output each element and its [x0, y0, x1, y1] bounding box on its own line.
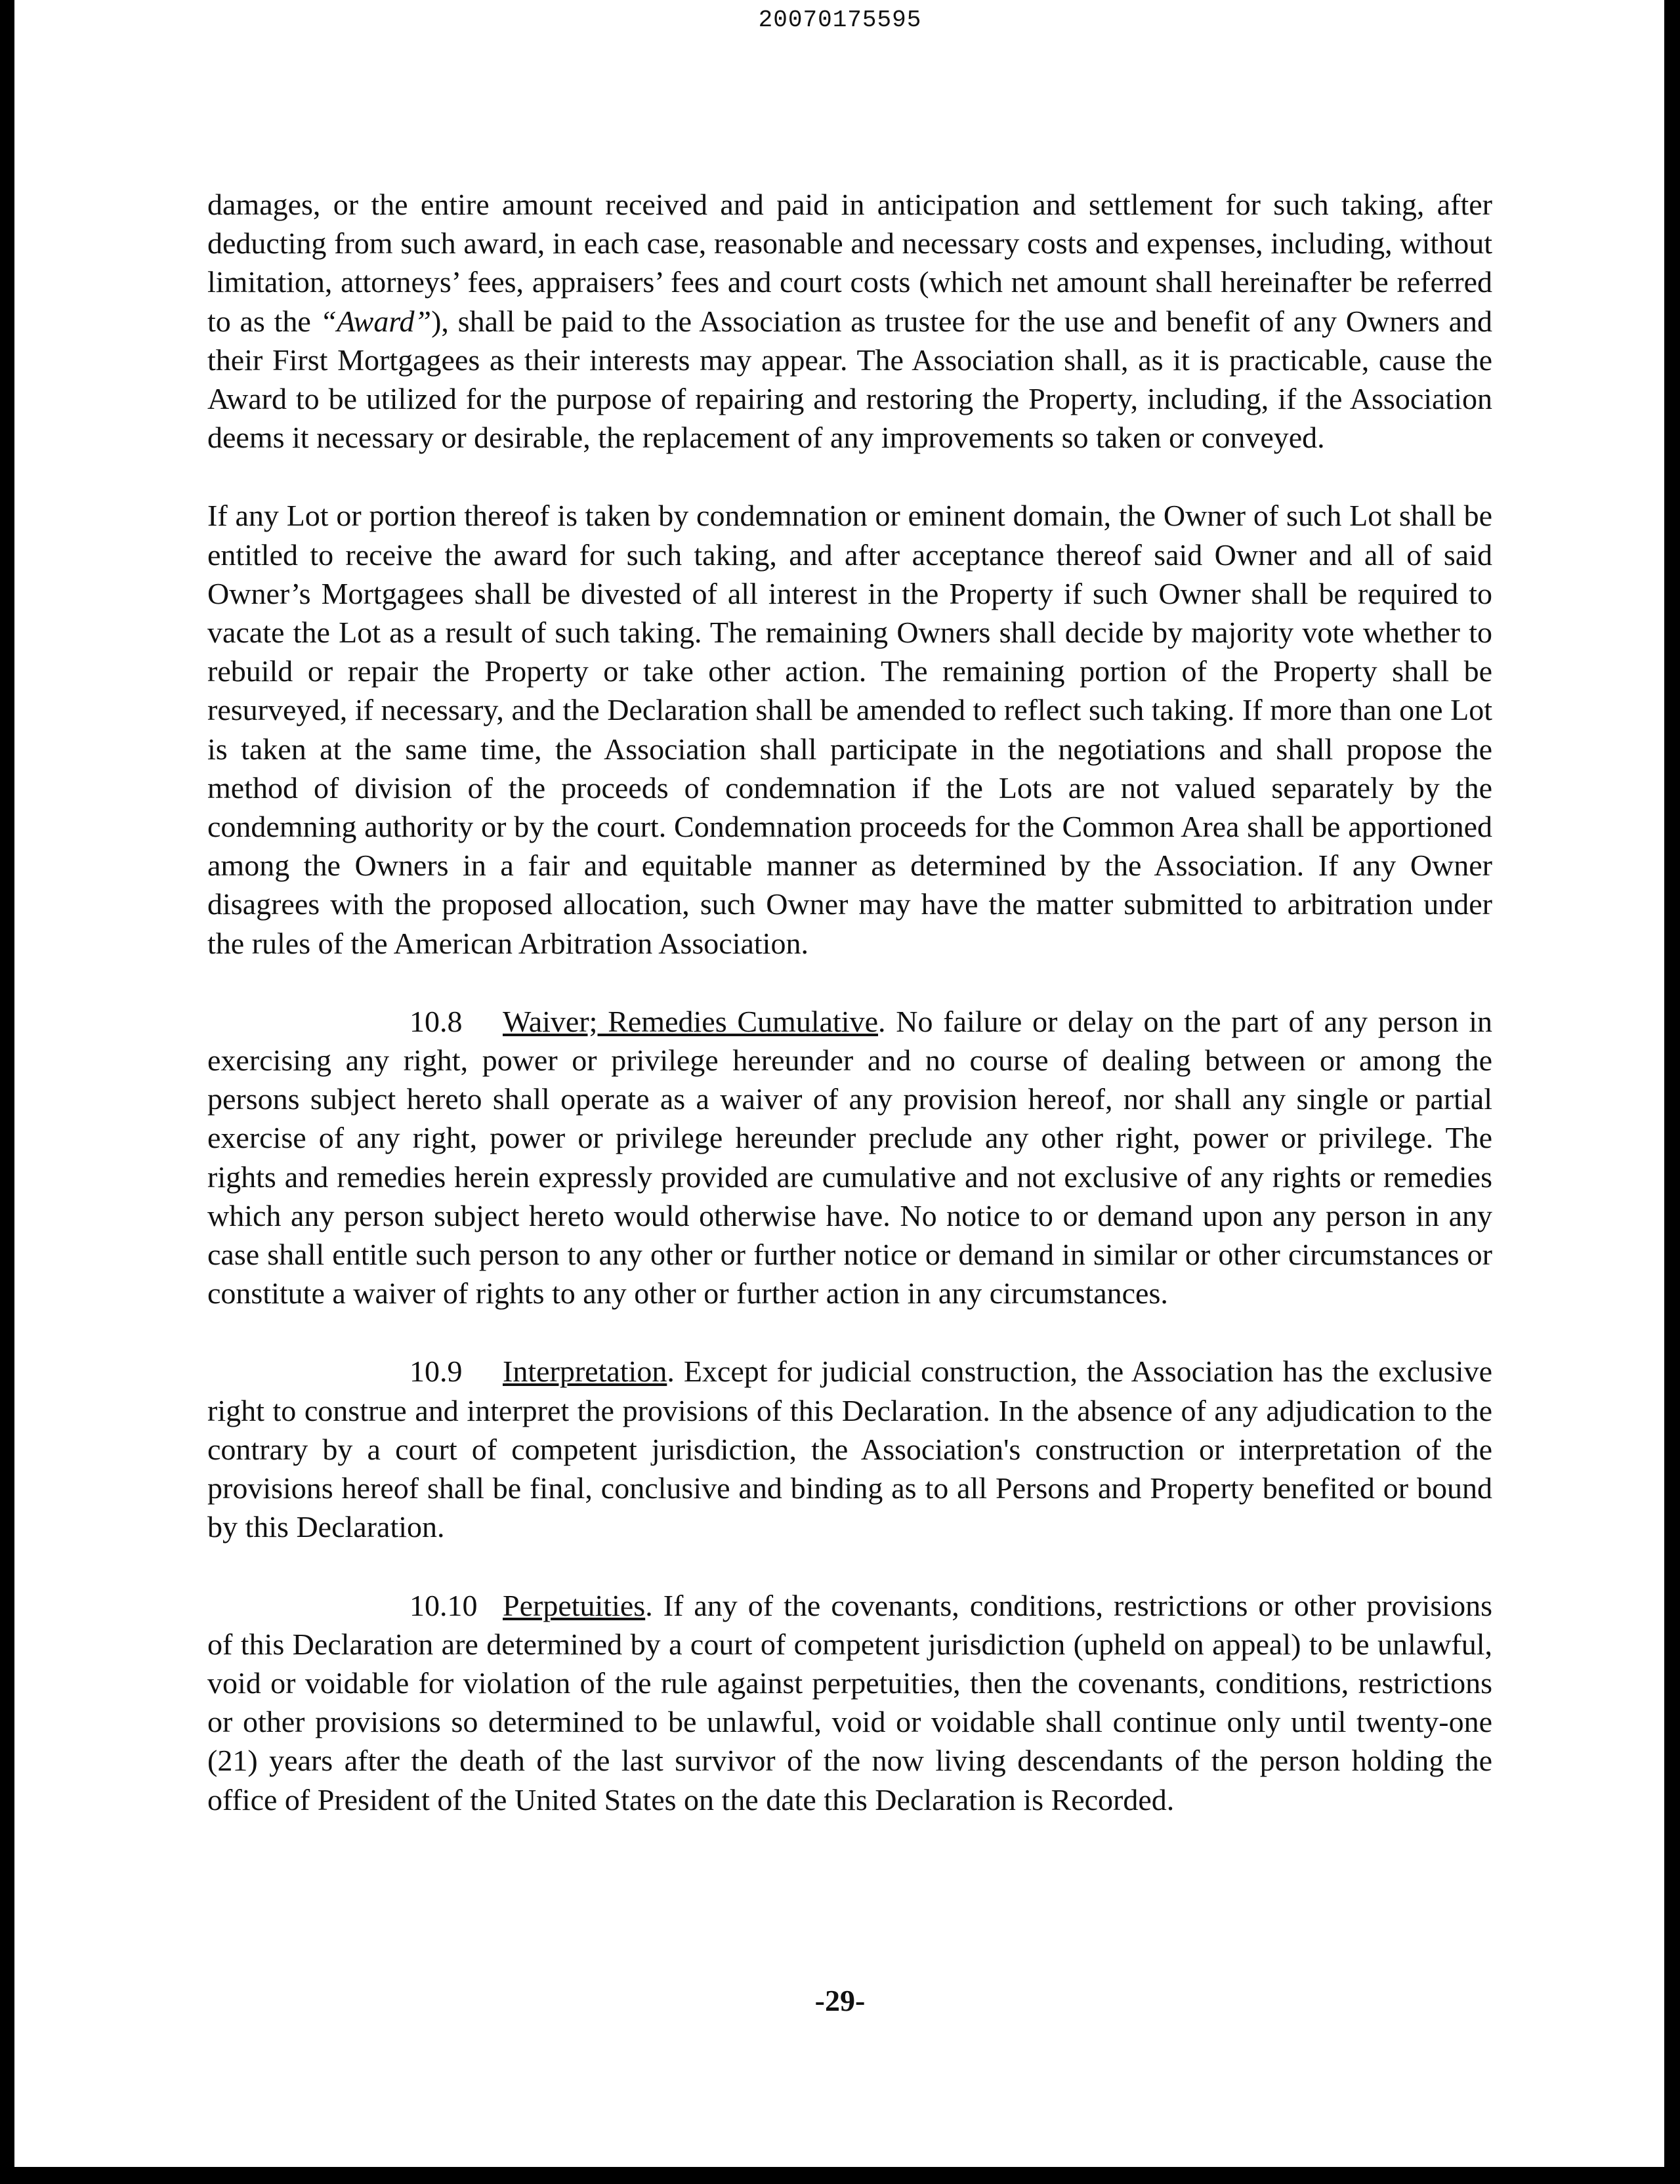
- scan-border-left: [0, 0, 14, 2184]
- section-number: 10.9: [410, 1354, 463, 1389]
- section-text: . Except for judicial construction, the Association has the exclusive right to construe and interpret the provisions of this Declaration. In the absence of any adjudication to the contrary by a court of competent jurisdiction, the Association's construction or interpretation of the provisions hereof shall be final, conclusive and binding as to all Persons and Property benefited or bound by this Declaration.: [207, 1354, 1492, 1544]
- section-text: . No failure or delay on the part of any person in exercising any right, power or privilege hereunder and no course of dealing between or among the persons subject hereto shall operate as a waiver of any provision hereof, nor shall any single or partial exercise of any right, power or privilege hereunder preclude any other right, power or privilege. The rights and remedies herein expressly provided are cumulative and not exclusive of any rights or remedies which any person subject hereto would otherwise have. No notice to or demand upon any person in any case shall entitle such person to any other or further notice or demand in similar or other circumstances or constitute a waiver of rights to any other or further action in any circumstances.: [207, 1004, 1492, 1311]
- section-heading: Waiver; Remedies Cumulative: [503, 1004, 879, 1038]
- section-10-8: [207, 1002, 1492, 1313]
- scan-border-right: [1664, 0, 1680, 2184]
- section-number: 10.10: [410, 1588, 478, 1622]
- document-number: 20070175595: [758, 7, 922, 33]
- section-number: 10.8: [410, 1004, 463, 1038]
- award-term: “Award”: [320, 304, 432, 338]
- section-10-10: [207, 1586, 1492, 1819]
- paragraph-lot-condemnation: If any Lot or portion thereof is taken by condemnation or eminent domain, the Owner of such Lot shall be entitled to receive the award for such taking, and after acceptance thereof said Owner and all of said Owner’s Mortgagees shall be divested of all interest in the Property if such Owner shall be required to vacate the Lot as a result of such taking. The remaining Owners shall decide by majority vote whether to rebuild or repair the Property or take other action. The remaining portion of the Property shall be resurveyed, if necessary, and the Declaration shall be amended to reflect such taking. If more than one Lot is taken at the same time, the Association shall participate in the negotiations and shall propose the method of division of the proceeds of condemnation if the Lots are not valued separately by the condemning authority or by the court. Condemnation proceeds for the Common Area shall be apportioned among the Owners in a fair and equitable manner as determined by the Association. If any Owner disagrees with the proposed allocation, such Owner may have the matter submitted to arbitration under the rules of the American Arbitration Association.: [207, 499, 1492, 960]
- section-text: . If any of the covenants, conditions, restrictions or other provisions of this Declaration are determined by a court of competent jurisdiction (upheld on appeal) to be unlawful, void or voidable for violation of the rule against perpetuities, then the covenants, conditions, restrictions or other provisions so determined to be unlawful, void or voidable shall continue only until twenty-one (21) years after the death of the last survivor of the now living descendants of the person holding the office of President of the United States on the date this Declaration is Recorded.: [207, 1588, 1492, 1816]
- paragraph-award: [207, 185, 1492, 457]
- paragraph-award-text-before: damages, or the entire amount received and paid in anticipation and settlement for such taking, after deducting from such award, in each case, reasonable and necessary costs and expenses, including, without limitation, attorneys’ fees, appraisers’ fees and court costs (which net amount shall hereinafter be referred to as the: [207, 188, 1492, 338]
- section-10-9: [207, 1352, 1492, 1546]
- page-body: [207, 185, 1492, 1858]
- section-heading: Interpretation: [503, 1354, 667, 1389]
- scan-border-bottom: [0, 2167, 1680, 2184]
- paragraph-award-text-after: ), shall be paid to the Association as trustee for the use and benefit of any Owners and their First Mortgagees as their interests may appear. The Association shall, as it is practicable, cause the Award to be utilized for the purpose of repairing and restoring the Property, including, if the Association deems it necessary or desirable, the replacement of any improvements so taken or conveyed.: [207, 304, 1492, 455]
- page-number: -29-: [814, 1984, 866, 2017]
- section-heading: Perpetuities: [503, 1588, 646, 1622]
